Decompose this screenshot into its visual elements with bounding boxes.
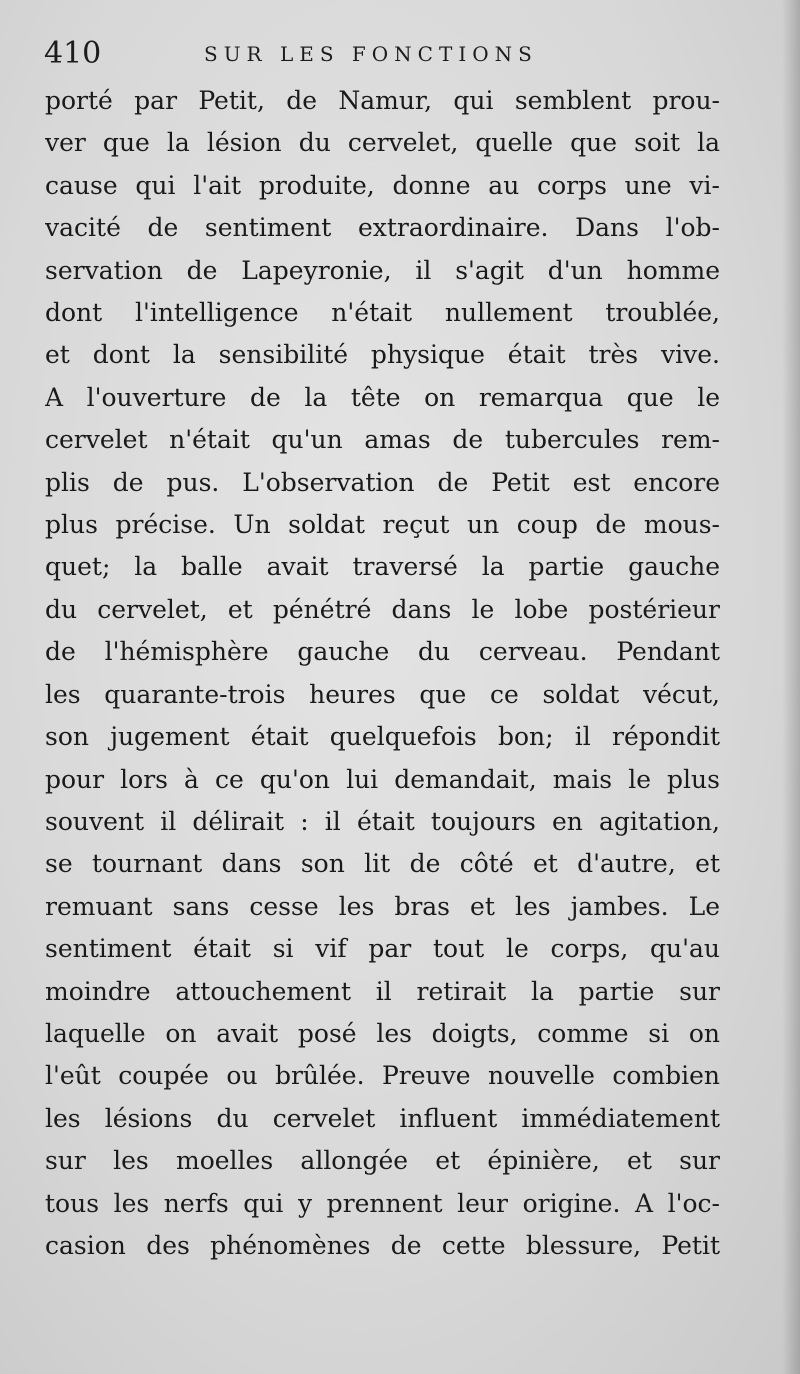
- text-line: cause qui l'ait produite, donne au corps une vi-: [45, 170, 720, 200]
- text-line: cervelet n'était qu'un amas de tubercules rem-: [45, 425, 720, 455]
- text-line: de l'hémisphère gauche du cerveau. Pendant: [45, 637, 720, 667]
- text-line: plis de pus. L'observation de Petit est encore: [45, 467, 720, 497]
- text-line: et dont la sensibilité physique était très vive.: [45, 340, 720, 370]
- text-line: A l'ouverture de la tête on remarqua que le: [45, 382, 720, 412]
- text-line: souvent il délirait : il était toujours en agitation,: [45, 806, 720, 836]
- text-line: moindre attouchement il retirait la partie sur: [45, 976, 720, 1006]
- text-line: son jugement était quelquefois bon; il répondit: [45, 722, 720, 752]
- text-line: laquelle on avait posé les doigts, comme si on: [45, 1018, 720, 1048]
- text-line: plus précise. Un soldat reçut un coup de mous-: [45, 510, 720, 540]
- text-line: vacité de sentiment extraordinaire. Dans l'ob-: [45, 213, 720, 243]
- text-line: se tournant dans son lit de côté et d'autre, et: [45, 849, 720, 879]
- text-line: sentiment était si vif par tout le corps, qu'au: [45, 934, 720, 964]
- text-line: pour lors à ce qu'on lui demandait, mais le plus: [45, 764, 720, 794]
- text-line: tous les nerfs qui y prennent leur origine. A l'oc-: [45, 1188, 720, 1218]
- text-line: dont l'intelligence n'était nullement troublée,: [45, 298, 720, 328]
- text-line: l'eût coupée ou brûlée. Preuve nouvelle combien: [45, 1061, 720, 1091]
- text-line: casion des phénomènes de cette blessure, Petit: [45, 1230, 720, 1260]
- text-line: sur les moelles allongée et épinière, et sur: [45, 1146, 720, 1176]
- text-line: porté par Petit, de Namur, qui semblent prou-: [45, 86, 720, 115]
- running-head: [44, 34, 744, 74]
- text-line: ver que la lésion du cervelet, quelle que soit la: [45, 128, 720, 158]
- page-gutter-shadow: [782, 0, 800, 1374]
- text-line: quet; la balle avait traversé la partie gauche: [45, 552, 720, 582]
- page-number: 410: [44, 36, 102, 71]
- text-line: remuant sans cesse les bras et les jambes. Le: [45, 891, 720, 921]
- text-line: les lésions du cervelet influent immédiatement: [45, 1103, 720, 1133]
- text-line: du cervelet, et pénétré dans le lobe postérieur: [45, 594, 720, 624]
- running-title: SUR LES FONCTIONS: [204, 42, 538, 66]
- body-text: [45, 80, 720, 1267]
- text-line: les quarante-trois heures que ce soldat vécut,: [45, 679, 720, 709]
- text-line: servation de Lapeyronie, il s'agit d'un homme: [45, 255, 720, 285]
